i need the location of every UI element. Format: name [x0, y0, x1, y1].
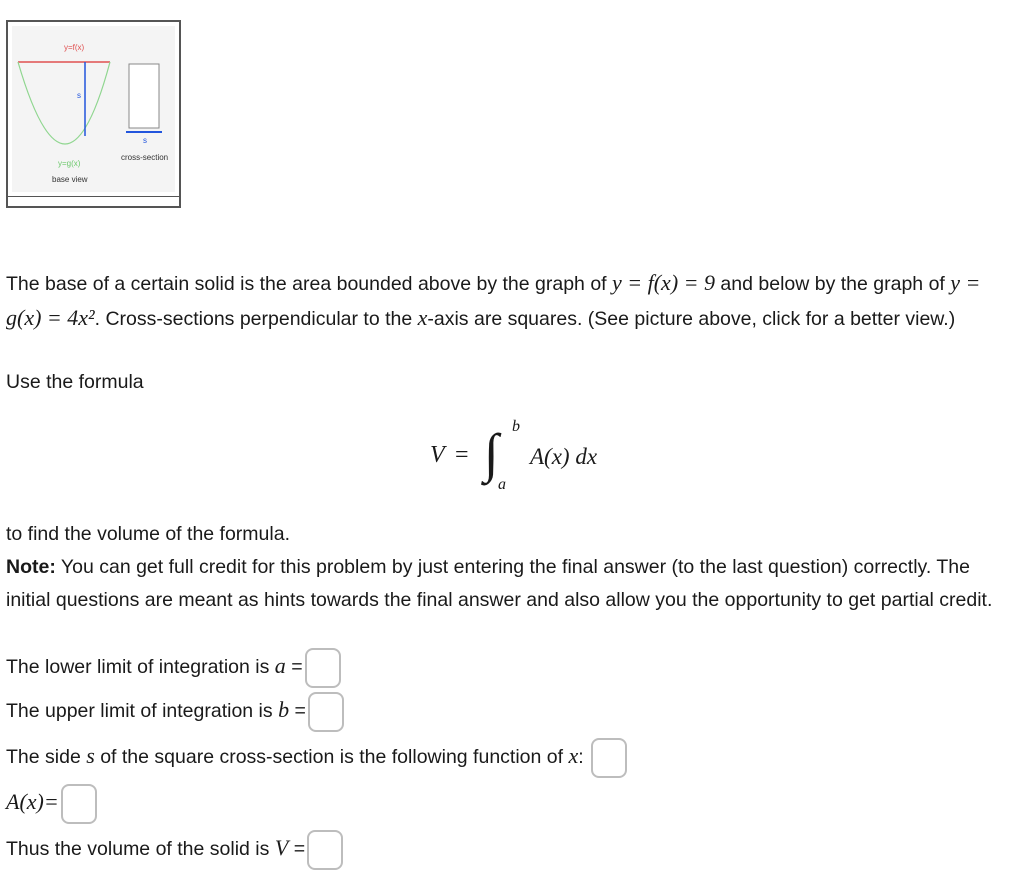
question-upper-limit — [6, 692, 344, 732]
label-base-view: base view — [52, 175, 88, 184]
label-gx: y=g(x) — [58, 159, 81, 168]
q-lower-var: a — [274, 653, 286, 679]
use-formula-text: Use the formula — [6, 371, 144, 393]
label-cross-s: s — [143, 136, 147, 145]
q-side-colon: : — [578, 746, 584, 769]
note-label: Note: — [6, 556, 56, 578]
q-area-label: A(x)= — [6, 789, 59, 815]
volume-formula — [426, 420, 646, 500]
area-function-input[interactable] — [61, 784, 97, 824]
q-side-text-a: The side — [6, 746, 81, 769]
fx-definition: y = f(x) = 9 — [612, 270, 715, 295]
cross-section-square — [129, 64, 159, 128]
lower-bound: a — [498, 476, 506, 493]
p1-text-a: The base of a certain solid is the area bounded above by the graph of — [6, 273, 607, 295]
p1-text-c: . Cross-sections perpendicular to the — [94, 308, 413, 330]
question-side — [6, 738, 627, 778]
formula-equals: = — [455, 442, 469, 468]
q-lower-equals: = — [291, 656, 303, 679]
x-var: x — [417, 305, 428, 330]
side-function-input[interactable] — [591, 738, 627, 778]
q-volume-text: Thus the volume of the solid is — [6, 838, 270, 861]
lower-limit-input[interactable] — [305, 648, 341, 688]
label-cross-section: cross-section — [121, 153, 169, 162]
integrand: A(x) dx — [530, 444, 598, 469]
problem-statement — [6, 266, 1016, 336]
q-upper-equals: = — [294, 700, 306, 723]
label-s: s — [77, 91, 81, 100]
figure-image[interactable] — [12, 26, 175, 192]
q-side-text-b: of the square cross-section is the following function of — [100, 746, 564, 769]
q-lower-text: The lower limit of integration is — [6, 656, 270, 679]
label-fx: y=f(x) — [64, 43, 85, 52]
question-lower-limit — [6, 648, 341, 688]
upper-bound: b — [512, 418, 520, 435]
q-upper-text: The upper limit of integration is — [6, 700, 273, 723]
volume-input[interactable] — [307, 830, 343, 870]
q-side-x-var: x — [568, 743, 579, 769]
gx-definition: y = g(x) = 4x² — [6, 270, 981, 330]
to-find-text: to find the volume of the formula. — [6, 523, 290, 545]
upper-limit-input[interactable] — [308, 692, 344, 732]
q-volume-var: V — [274, 835, 289, 861]
q-side-var: s — [86, 743, 95, 769]
formula-v: V — [430, 442, 445, 468]
p1-text-b: and below by the graph of — [720, 273, 945, 295]
figure-thumbnail[interactable] — [6, 20, 181, 208]
figure-drawing — [12, 26, 175, 192]
note-paragraph — [6, 551, 1016, 617]
question-area — [6, 784, 97, 824]
figure-divider — [8, 196, 179, 197]
bottom-curve-gx — [18, 62, 110, 144]
question-volume — [6, 830, 343, 870]
q-volume-equals: = — [293, 838, 306, 861]
note-block — [6, 518, 1016, 617]
integral-sign: ∫ — [484, 423, 499, 483]
q-upper-var: b — [278, 697, 290, 723]
p1-text-d: -axis are squares. (See picture above, click for a better view.) — [427, 308, 956, 330]
note-text: You can get full credit for this problem by just entering the final answer (to the last question) correctly. The initial questions are meant as hints towards the final answer and also allow you the opportunity to get partial credit. — [6, 556, 993, 611]
